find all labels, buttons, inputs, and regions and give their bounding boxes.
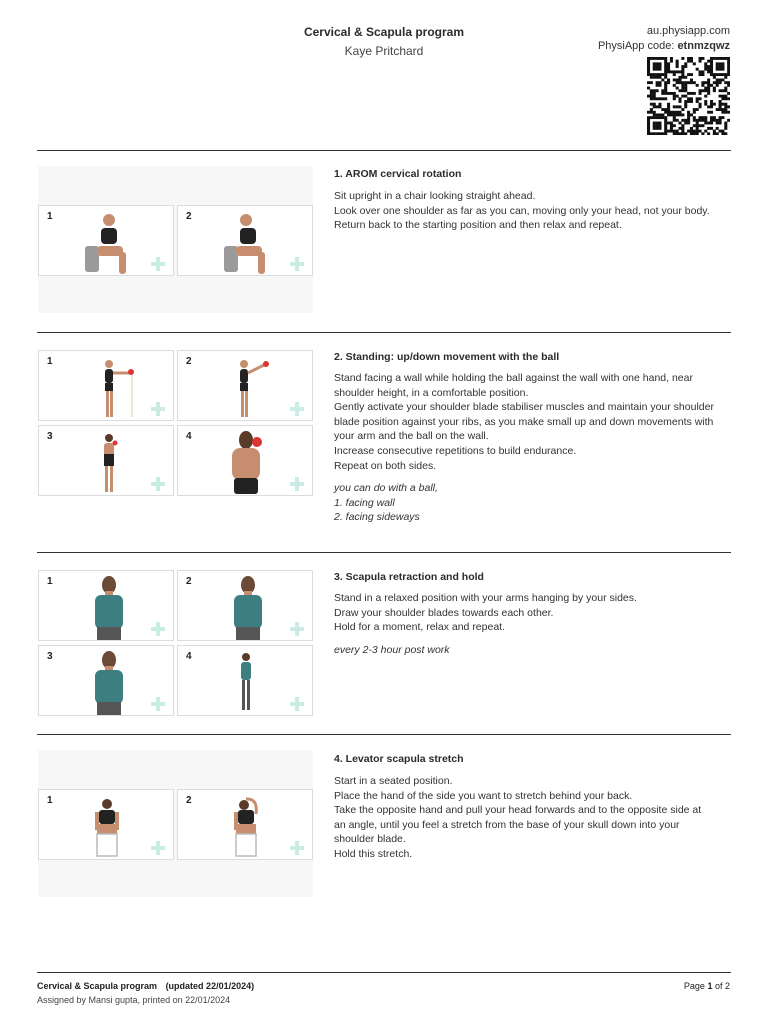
exercise-image [177, 789, 313, 860]
step-number: 1 [47, 211, 53, 222]
page-label: Page [683, 981, 705, 991]
plus-icon [290, 841, 304, 855]
instruction-line: Increase consecutive repetitions to build endurance. [334, 444, 577, 457]
page-total: of 2 [714, 981, 730, 991]
section-divider [37, 734, 731, 735]
instruction-line: Sit upright in a chair looking straight ahead. [334, 190, 536, 202]
exercise-instructions [334, 591, 734, 635]
step-number: 3 [47, 431, 53, 442]
exercise-title: 4. Levator scapula stretch [334, 753, 464, 765]
exercise-image [38, 205, 174, 276]
instruction-line: Hold for a moment, relax and repeat. [334, 621, 506, 634]
exercise-note [334, 481, 734, 525]
instruction-line: an angle, until you feel a stretch from the base of your skull down into your [334, 818, 680, 831]
exercise-image [177, 350, 313, 421]
step-number: 2 [186, 795, 192, 806]
plus-icon [151, 402, 165, 416]
website-link[interactable]: au.physiapp.com [646, 25, 730, 37]
plus-icon [290, 622, 304, 636]
exercise-image [38, 350, 174, 421]
note-line: every 2-3 hour post work [334, 644, 450, 656]
exercise-instructions [334, 371, 734, 473]
plus-icon [290, 257, 304, 271]
section-divider [37, 150, 731, 151]
patient-name: Kaye Pritchard [344, 44, 424, 58]
exercise-image [177, 645, 313, 716]
plus-icon [290, 477, 304, 491]
program-title: Cervical & Scapula program [303, 25, 465, 39]
exercise-title: 2. Standing: up/down movement with the ball [334, 351, 560, 363]
exercise-title: 3. Scapula retraction and hold [334, 571, 484, 583]
instruction-line: Gently activate your shoulder blade stabiliser muscles and maintain your shoulder [334, 401, 714, 414]
section-divider [37, 552, 731, 553]
plus-icon [151, 257, 165, 271]
footer-divider [37, 972, 731, 973]
app-info [598, 24, 730, 54]
exercise-instructions [334, 774, 734, 862]
app-code-label: PhysiApp code: [597, 40, 675, 52]
exercise-instructions [334, 189, 734, 233]
step-number: 3 [47, 651, 53, 662]
footer-assigned: Assigned by Mansi gupta, printed on 22/01/2024 [37, 995, 231, 1005]
instruction-line: Stand in a relaxed position with your arms hanging by your sides. [334, 592, 637, 604]
exercise-note [334, 643, 734, 658]
instruction-line: Look over one shoulder as far as you can, moving only your head, not your body. [334, 204, 710, 217]
instruction-line: shoulder height, in a comfortable position. [334, 386, 529, 399]
instruction-line: Place the hand of the side you want to stretch behind your back. [334, 789, 633, 802]
instruction-line: Draw your shoulder blades towards each other. [334, 606, 554, 619]
plus-icon [290, 402, 304, 416]
step-number: 2 [186, 356, 192, 367]
step-number: 1 [47, 795, 53, 806]
footer-updated: (updated 22/01/2024) [165, 981, 255, 991]
qr-code-icon [647, 57, 730, 135]
note-line: 2. facing sideways [334, 511, 420, 524]
plus-icon [151, 841, 165, 855]
step-number: 4 [186, 651, 192, 662]
note-line: you can do with a ball, [334, 482, 438, 494]
step-number: 2 [186, 576, 192, 587]
step-number: 4 [186, 431, 192, 442]
plus-icon [151, 697, 165, 711]
instruction-line: Hold this stretch. [334, 847, 413, 860]
instruction-line: Start in a seated position. [334, 775, 453, 787]
exercise-image [38, 789, 174, 860]
app-code-value: etnmzqwz [677, 40, 730, 52]
exercise-title: 1. AROM cervical rotation [334, 168, 462, 180]
instruction-line: shoulder blade. [334, 833, 406, 846]
footer-title: Cervical & Scapula program [37, 981, 158, 991]
note-line: 1. facing wall [334, 496, 395, 509]
page-current: 1 [707, 981, 713, 991]
exercise-image [38, 570, 174, 641]
instruction-line: your arm and the ball on the wall. [334, 430, 489, 443]
step-number: 1 [47, 356, 53, 367]
page-indicator [684, 981, 730, 991]
app-code [598, 39, 730, 54]
instruction-line: Repeat on both sides. [334, 459, 437, 472]
footer-program [37, 981, 254, 991]
instruction-line: Stand facing a wall while holding the ball against the wall with one hand, near [334, 372, 693, 384]
instruction-line: Return back to the starting position and then relax and repeat. [334, 219, 622, 232]
plus-icon [151, 622, 165, 636]
exercise-image [177, 205, 313, 276]
section-divider [37, 332, 731, 333]
exercise-image [177, 570, 313, 641]
instruction-line: blade position against your ribs, as you make small up and down movements with [334, 415, 714, 428]
instruction-line: Take the opposite hand and pull your head forwards and to the opposite side at [334, 804, 702, 817]
step-number: 1 [47, 576, 53, 587]
plus-icon [151, 477, 165, 491]
step-number: 2 [186, 211, 192, 222]
exercise-image [38, 645, 174, 716]
plus-icon [290, 697, 304, 711]
exercise-image [38, 425, 174, 496]
exercise-image [177, 425, 313, 496]
